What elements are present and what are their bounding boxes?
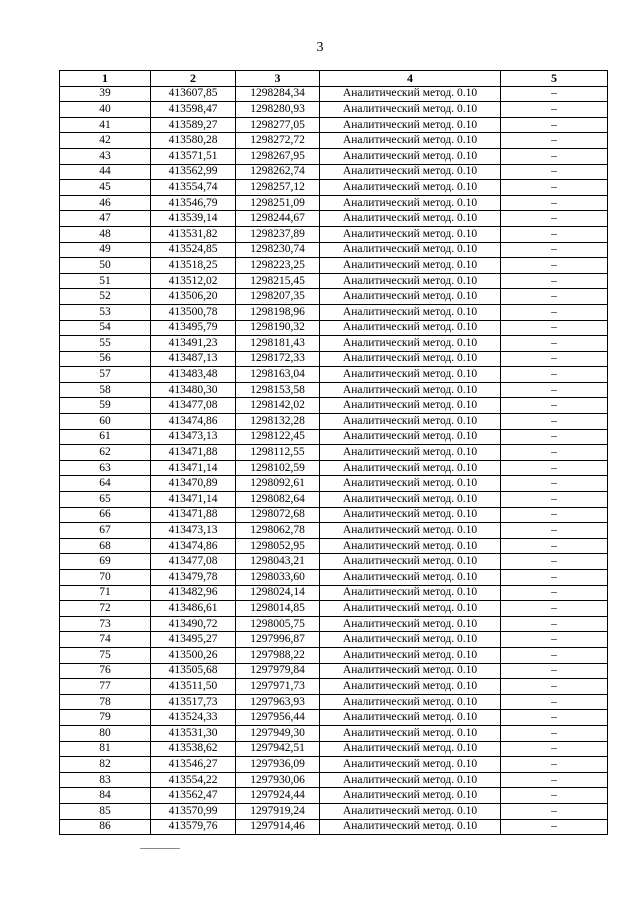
note-cell: – xyxy=(501,679,608,695)
x-coordinate-cell: 413571,51 xyxy=(151,148,236,164)
table-row xyxy=(60,336,608,352)
point-number-cell: 73 xyxy=(60,616,151,632)
x-coordinate-cell: 413471,88 xyxy=(151,507,236,523)
note-cell: – xyxy=(501,507,608,523)
point-number-cell: 65 xyxy=(60,492,151,508)
note-cell: – xyxy=(501,164,608,180)
point-number-cell: 81 xyxy=(60,741,151,757)
point-number-cell: 42 xyxy=(60,133,151,149)
y-coordinate-cell: 1298005,75 xyxy=(236,616,320,632)
point-number-cell: 85 xyxy=(60,803,151,819)
method-cell: Аналитический метод. 0.10 xyxy=(320,647,501,663)
x-coordinate-cell: 413490,72 xyxy=(151,616,236,632)
table-row xyxy=(60,398,608,414)
x-coordinate-cell: 413495,79 xyxy=(151,320,236,336)
method-cell: Аналитический метод. 0.10 xyxy=(320,242,501,258)
method-cell: Аналитический метод. 0.10 xyxy=(320,289,501,305)
note-cell: – xyxy=(501,601,608,617)
y-coordinate-cell: 1297979,84 xyxy=(236,663,320,679)
header-row xyxy=(60,71,608,87)
point-number-cell: 68 xyxy=(60,538,151,554)
y-coordinate-cell: 1297930,06 xyxy=(236,772,320,788)
x-coordinate-cell: 413554,22 xyxy=(151,772,236,788)
method-cell: Аналитический метод. 0.10 xyxy=(320,725,501,741)
point-number-cell: 64 xyxy=(60,476,151,492)
x-coordinate-cell: 413479,78 xyxy=(151,570,236,586)
y-coordinate-cell: 1297963,93 xyxy=(236,694,320,710)
y-coordinate-cell: 1297956,44 xyxy=(236,710,320,726)
note-cell: – xyxy=(501,367,608,383)
point-number-cell: 77 xyxy=(60,679,151,695)
table-row xyxy=(60,819,608,835)
note-cell: – xyxy=(501,148,608,164)
x-coordinate-cell: 413546,27 xyxy=(151,757,236,773)
x-coordinate-cell: 413598,47 xyxy=(151,102,236,118)
note-cell: – xyxy=(501,492,608,508)
x-coordinate-cell: 413579,76 xyxy=(151,819,236,835)
y-coordinate-cell: 1298072,68 xyxy=(236,507,320,523)
method-cell: Аналитический метод. 0.10 xyxy=(320,398,501,414)
y-coordinate-cell: 1298052,95 xyxy=(236,538,320,554)
table-row xyxy=(60,554,608,570)
point-number-cell: 47 xyxy=(60,211,151,227)
y-coordinate-cell: 1297971,73 xyxy=(236,679,320,695)
point-number-cell: 53 xyxy=(60,304,151,320)
x-coordinate-cell: 413546,79 xyxy=(151,195,236,211)
table-row xyxy=(60,570,608,586)
coordinates-table xyxy=(59,70,608,835)
note-cell: – xyxy=(501,117,608,133)
y-coordinate-cell: 1298122,45 xyxy=(236,429,320,445)
method-cell: Аналитический метод. 0.10 xyxy=(320,102,501,118)
y-coordinate-cell: 1298257,12 xyxy=(236,180,320,196)
point-number-cell: 80 xyxy=(60,725,151,741)
note-cell: – xyxy=(501,476,608,492)
table-row xyxy=(60,367,608,383)
table-row xyxy=(60,632,608,648)
table-row xyxy=(60,741,608,757)
y-coordinate-cell: 1298153,58 xyxy=(236,382,320,398)
method-cell: Аналитический метод. 0.10 xyxy=(320,195,501,211)
table-body xyxy=(60,86,608,835)
point-number-cell: 75 xyxy=(60,647,151,663)
x-coordinate-cell: 413473,13 xyxy=(151,429,236,445)
header-col-2: 2 xyxy=(151,71,236,87)
x-coordinate-cell: 413517,73 xyxy=(151,694,236,710)
x-coordinate-cell: 413607,85 xyxy=(151,86,236,102)
x-coordinate-cell: 413518,25 xyxy=(151,258,236,274)
y-coordinate-cell: 1298215,45 xyxy=(236,273,320,289)
method-cell: Аналитический метод. 0.10 xyxy=(320,414,501,430)
table-row xyxy=(60,445,608,461)
method-cell: Аналитический метод. 0.10 xyxy=(320,819,501,835)
x-coordinate-cell: 413477,08 xyxy=(151,398,236,414)
table-row xyxy=(60,694,608,710)
x-coordinate-cell: 413471,14 xyxy=(151,492,236,508)
point-number-cell: 50 xyxy=(60,258,151,274)
point-number-cell: 41 xyxy=(60,117,151,133)
table-row xyxy=(60,725,608,741)
note-cell: – xyxy=(501,632,608,648)
x-coordinate-cell: 413470,89 xyxy=(151,476,236,492)
y-coordinate-cell: 1298132,28 xyxy=(236,414,320,430)
x-coordinate-cell: 413486,61 xyxy=(151,601,236,617)
x-coordinate-cell: 413482,96 xyxy=(151,585,236,601)
note-cell: – xyxy=(501,429,608,445)
method-cell: Аналитический метод. 0.10 xyxy=(320,632,501,648)
point-number-cell: 62 xyxy=(60,445,151,461)
point-number-cell: 78 xyxy=(60,694,151,710)
y-coordinate-cell: 1298284,34 xyxy=(236,86,320,102)
table-row xyxy=(60,133,608,149)
y-coordinate-cell: 1298062,78 xyxy=(236,523,320,539)
y-coordinate-cell: 1298280,93 xyxy=(236,102,320,118)
point-number-cell: 66 xyxy=(60,507,151,523)
x-coordinate-cell: 413487,13 xyxy=(151,351,236,367)
table-row xyxy=(60,180,608,196)
note-cell: – xyxy=(501,351,608,367)
x-coordinate-cell: 413506,20 xyxy=(151,289,236,305)
method-cell: Аналитический метод. 0.10 xyxy=(320,304,501,320)
point-number-cell: 45 xyxy=(60,180,151,196)
note-cell: – xyxy=(501,725,608,741)
note-cell: – xyxy=(501,226,608,242)
table-row xyxy=(60,117,608,133)
y-coordinate-cell: 1298142,02 xyxy=(236,398,320,414)
table-row xyxy=(60,242,608,258)
point-number-cell: 67 xyxy=(60,523,151,539)
point-number-cell: 71 xyxy=(60,585,151,601)
x-coordinate-cell: 413511,50 xyxy=(151,679,236,695)
x-coordinate-cell: 413562,47 xyxy=(151,788,236,804)
method-cell: Аналитический метод. 0.10 xyxy=(320,429,501,445)
note-cell: – xyxy=(501,538,608,554)
y-coordinate-cell: 1298092,61 xyxy=(236,476,320,492)
table-row xyxy=(60,289,608,305)
point-number-cell: 79 xyxy=(60,710,151,726)
method-cell: Аналитический метод. 0.10 xyxy=(320,710,501,726)
method-cell: Аналитический метод. 0.10 xyxy=(320,570,501,586)
table-row xyxy=(60,258,608,274)
method-cell: Аналитический метод. 0.10 xyxy=(320,601,501,617)
table-row xyxy=(60,382,608,398)
x-coordinate-cell: 413474,86 xyxy=(151,538,236,554)
note-cell: – xyxy=(501,195,608,211)
y-coordinate-cell: 1298033,60 xyxy=(236,570,320,586)
method-cell: Аналитический метод. 0.10 xyxy=(320,117,501,133)
method-cell: Аналитический метод. 0.10 xyxy=(320,772,501,788)
x-coordinate-cell: 413491,23 xyxy=(151,336,236,352)
note-cell: – xyxy=(501,273,608,289)
method-cell: Аналитический метод. 0.10 xyxy=(320,148,501,164)
note-cell: – xyxy=(501,788,608,804)
point-number-cell: 74 xyxy=(60,632,151,648)
method-cell: Аналитический метод. 0.10 xyxy=(320,273,501,289)
y-coordinate-cell: 1297949,30 xyxy=(236,725,320,741)
note-cell: – xyxy=(501,382,608,398)
table-row xyxy=(60,102,608,118)
y-coordinate-cell: 1298198,96 xyxy=(236,304,320,320)
x-coordinate-cell: 413471,88 xyxy=(151,445,236,461)
method-cell: Аналитический метод. 0.10 xyxy=(320,538,501,554)
point-number-cell: 83 xyxy=(60,772,151,788)
table-row xyxy=(60,304,608,320)
header-col-5: 5 xyxy=(501,71,608,87)
point-number-cell: 60 xyxy=(60,414,151,430)
y-coordinate-cell: 1297914,46 xyxy=(236,819,320,835)
table-row xyxy=(60,523,608,539)
point-number-cell: 84 xyxy=(60,788,151,804)
note-cell: – xyxy=(501,585,608,601)
method-cell: Аналитический метод. 0.10 xyxy=(320,336,501,352)
x-coordinate-cell: 413531,30 xyxy=(151,725,236,741)
y-coordinate-cell: 1298190,32 xyxy=(236,320,320,336)
method-cell: Аналитический метод. 0.10 xyxy=(320,663,501,679)
point-number-cell: 48 xyxy=(60,226,151,242)
y-coordinate-cell: 1298277,05 xyxy=(236,117,320,133)
x-coordinate-cell: 413505,68 xyxy=(151,663,236,679)
y-coordinate-cell: 1298163,04 xyxy=(236,367,320,383)
note-cell: – xyxy=(501,694,608,710)
point-number-cell: 86 xyxy=(60,819,151,835)
page-number: 3 xyxy=(316,40,324,55)
x-coordinate-cell: 413589,27 xyxy=(151,117,236,133)
method-cell: Аналитический метод. 0.10 xyxy=(320,86,501,102)
table-row xyxy=(60,507,608,523)
header-col-4: 4 xyxy=(320,71,501,87)
y-coordinate-cell: 1298223,25 xyxy=(236,258,320,274)
x-coordinate-cell: 413570,99 xyxy=(151,803,236,819)
point-number-cell: 56 xyxy=(60,351,151,367)
point-number-cell: 51 xyxy=(60,273,151,289)
method-cell: Аналитический метод. 0.10 xyxy=(320,211,501,227)
method-cell: Аналитический метод. 0.10 xyxy=(320,351,501,367)
note-cell: – xyxy=(501,242,608,258)
note-cell: – xyxy=(501,819,608,835)
note-cell: – xyxy=(501,460,608,476)
y-coordinate-cell: 1297996,87 xyxy=(236,632,320,648)
x-coordinate-cell: 413480,30 xyxy=(151,382,236,398)
point-number-cell: 55 xyxy=(60,336,151,352)
method-cell: Аналитический метод. 0.10 xyxy=(320,803,501,819)
table-header xyxy=(60,71,608,87)
x-coordinate-cell: 413538,62 xyxy=(151,741,236,757)
note-cell: – xyxy=(501,102,608,118)
y-coordinate-cell: 1298082,64 xyxy=(236,492,320,508)
note-cell: – xyxy=(501,414,608,430)
y-coordinate-cell: 1298267,95 xyxy=(236,148,320,164)
point-number-cell: 43 xyxy=(60,148,151,164)
note-cell: – xyxy=(501,133,608,149)
method-cell: Аналитический метод. 0.10 xyxy=(320,507,501,523)
table-row xyxy=(60,679,608,695)
table-row xyxy=(60,757,608,773)
y-coordinate-cell: 1298230,74 xyxy=(236,242,320,258)
x-coordinate-cell: 413531,82 xyxy=(151,226,236,242)
y-coordinate-cell: 1297988,22 xyxy=(236,647,320,663)
method-cell: Аналитический метод. 0.10 xyxy=(320,554,501,570)
note-cell: – xyxy=(501,663,608,679)
point-number-cell: 59 xyxy=(60,398,151,414)
y-coordinate-cell: 1297919,24 xyxy=(236,803,320,819)
method-cell: Аналитический метод. 0.10 xyxy=(320,585,501,601)
note-cell: – xyxy=(501,180,608,196)
note-cell: – xyxy=(501,304,608,320)
method-cell: Аналитический метод. 0.10 xyxy=(320,258,501,274)
table-row xyxy=(60,601,608,617)
x-coordinate-cell: 413512,02 xyxy=(151,273,236,289)
note-cell: – xyxy=(501,523,608,539)
note-cell: – xyxy=(501,258,608,274)
method-cell: Аналитический метод. 0.10 xyxy=(320,523,501,539)
note-cell: – xyxy=(501,445,608,461)
method-cell: Аналитический метод. 0.10 xyxy=(320,226,501,242)
y-coordinate-cell: 1298207,35 xyxy=(236,289,320,305)
method-cell: Аналитический метод. 0.10 xyxy=(320,679,501,695)
method-cell: Аналитический метод. 0.10 xyxy=(320,476,501,492)
method-cell: Аналитический метод. 0.10 xyxy=(320,382,501,398)
point-number-cell: 61 xyxy=(60,429,151,445)
y-coordinate-cell: 1297924,44 xyxy=(236,788,320,804)
y-coordinate-cell: 1297942,51 xyxy=(236,741,320,757)
y-coordinate-cell: 1298237,89 xyxy=(236,226,320,242)
table-row xyxy=(60,616,608,632)
table-row xyxy=(60,476,608,492)
table-row xyxy=(60,273,608,289)
point-number-cell: 70 xyxy=(60,570,151,586)
header-col-3: 3 xyxy=(236,71,320,87)
point-number-cell: 69 xyxy=(60,554,151,570)
y-coordinate-cell: 1298102,59 xyxy=(236,460,320,476)
note-cell: – xyxy=(501,86,608,102)
y-coordinate-cell: 1298043,21 xyxy=(236,554,320,570)
x-coordinate-cell: 413500,78 xyxy=(151,304,236,320)
y-coordinate-cell: 1298251,09 xyxy=(236,195,320,211)
note-cell: – xyxy=(501,757,608,773)
header-col-1: 1 xyxy=(60,71,151,87)
point-number-cell: 44 xyxy=(60,164,151,180)
table-row xyxy=(60,788,608,804)
table-row xyxy=(60,351,608,367)
y-coordinate-cell: 1298172,33 xyxy=(236,351,320,367)
x-coordinate-cell: 413477,08 xyxy=(151,554,236,570)
point-number-cell: 76 xyxy=(60,663,151,679)
table-row xyxy=(60,320,608,336)
point-number-cell: 49 xyxy=(60,242,151,258)
note-cell: – xyxy=(501,398,608,414)
method-cell: Аналитический метод. 0.10 xyxy=(320,164,501,180)
y-coordinate-cell: 1298262,74 xyxy=(236,164,320,180)
point-number-cell: 57 xyxy=(60,367,151,383)
note-cell: – xyxy=(501,803,608,819)
method-cell: Аналитический метод. 0.10 xyxy=(320,133,501,149)
x-coordinate-cell: 413524,85 xyxy=(151,242,236,258)
method-cell: Аналитический метод. 0.10 xyxy=(320,320,501,336)
footer-divider xyxy=(140,848,180,849)
note-cell: – xyxy=(501,647,608,663)
table-row xyxy=(60,710,608,726)
table-row xyxy=(60,460,608,476)
table-row xyxy=(60,663,608,679)
y-coordinate-cell: 1297936,09 xyxy=(236,757,320,773)
point-number-cell: 72 xyxy=(60,601,151,617)
table-row xyxy=(60,429,608,445)
y-coordinate-cell: 1298244,67 xyxy=(236,211,320,227)
method-cell: Аналитический метод. 0.10 xyxy=(320,445,501,461)
method-cell: Аналитический метод. 0.10 xyxy=(320,788,501,804)
method-cell: Аналитический метод. 0.10 xyxy=(320,616,501,632)
note-cell: – xyxy=(501,772,608,788)
x-coordinate-cell: 413539,14 xyxy=(151,211,236,227)
method-cell: Аналитический метод. 0.10 xyxy=(320,367,501,383)
point-number-cell: 82 xyxy=(60,757,151,773)
table-row xyxy=(60,772,608,788)
method-cell: Аналитический метод. 0.10 xyxy=(320,741,501,757)
table-row xyxy=(60,195,608,211)
table-row xyxy=(60,538,608,554)
method-cell: Аналитический метод. 0.10 xyxy=(320,180,501,196)
point-number-cell: 46 xyxy=(60,195,151,211)
x-coordinate-cell: 413495,27 xyxy=(151,632,236,648)
note-cell: – xyxy=(501,289,608,305)
x-coordinate-cell: 413471,14 xyxy=(151,460,236,476)
point-number-cell: 52 xyxy=(60,289,151,305)
table-row xyxy=(60,86,608,102)
note-cell: – xyxy=(501,211,608,227)
note-cell: – xyxy=(501,320,608,336)
table-row xyxy=(60,414,608,430)
y-coordinate-cell: 1298112,55 xyxy=(236,445,320,461)
x-coordinate-cell: 413562,99 xyxy=(151,164,236,180)
point-number-cell: 39 xyxy=(60,86,151,102)
note-cell: – xyxy=(501,710,608,726)
table-row xyxy=(60,492,608,508)
x-coordinate-cell: 413474,86 xyxy=(151,414,236,430)
table-row xyxy=(60,226,608,242)
table-row xyxy=(60,585,608,601)
y-coordinate-cell: 1298272,72 xyxy=(236,133,320,149)
method-cell: Аналитический метод. 0.10 xyxy=(320,757,501,773)
note-cell: – xyxy=(501,570,608,586)
table-row xyxy=(60,164,608,180)
point-number-cell: 54 xyxy=(60,320,151,336)
point-number-cell: 63 xyxy=(60,460,151,476)
table-row xyxy=(60,211,608,227)
table-row xyxy=(60,647,608,663)
note-cell: – xyxy=(501,616,608,632)
x-coordinate-cell: 413473,13 xyxy=(151,523,236,539)
x-coordinate-cell: 413483,48 xyxy=(151,367,236,383)
method-cell: Аналитический метод. 0.10 xyxy=(320,460,501,476)
x-coordinate-cell: 413500,26 xyxy=(151,647,236,663)
y-coordinate-cell: 1298181,43 xyxy=(236,336,320,352)
note-cell: – xyxy=(501,741,608,757)
table-row xyxy=(60,803,608,819)
x-coordinate-cell: 413554,74 xyxy=(151,180,236,196)
note-cell: – xyxy=(501,554,608,570)
note-cell: – xyxy=(501,336,608,352)
table-row xyxy=(60,148,608,164)
x-coordinate-cell: 413524,33 xyxy=(151,710,236,726)
point-number-cell: 58 xyxy=(60,382,151,398)
y-coordinate-cell: 1298014,85 xyxy=(236,601,320,617)
method-cell: Аналитический метод. 0.10 xyxy=(320,492,501,508)
x-coordinate-cell: 413580,28 xyxy=(151,133,236,149)
point-number-cell: 40 xyxy=(60,102,151,118)
method-cell: Аналитический метод. 0.10 xyxy=(320,694,501,710)
y-coordinate-cell: 1298024,14 xyxy=(236,585,320,601)
